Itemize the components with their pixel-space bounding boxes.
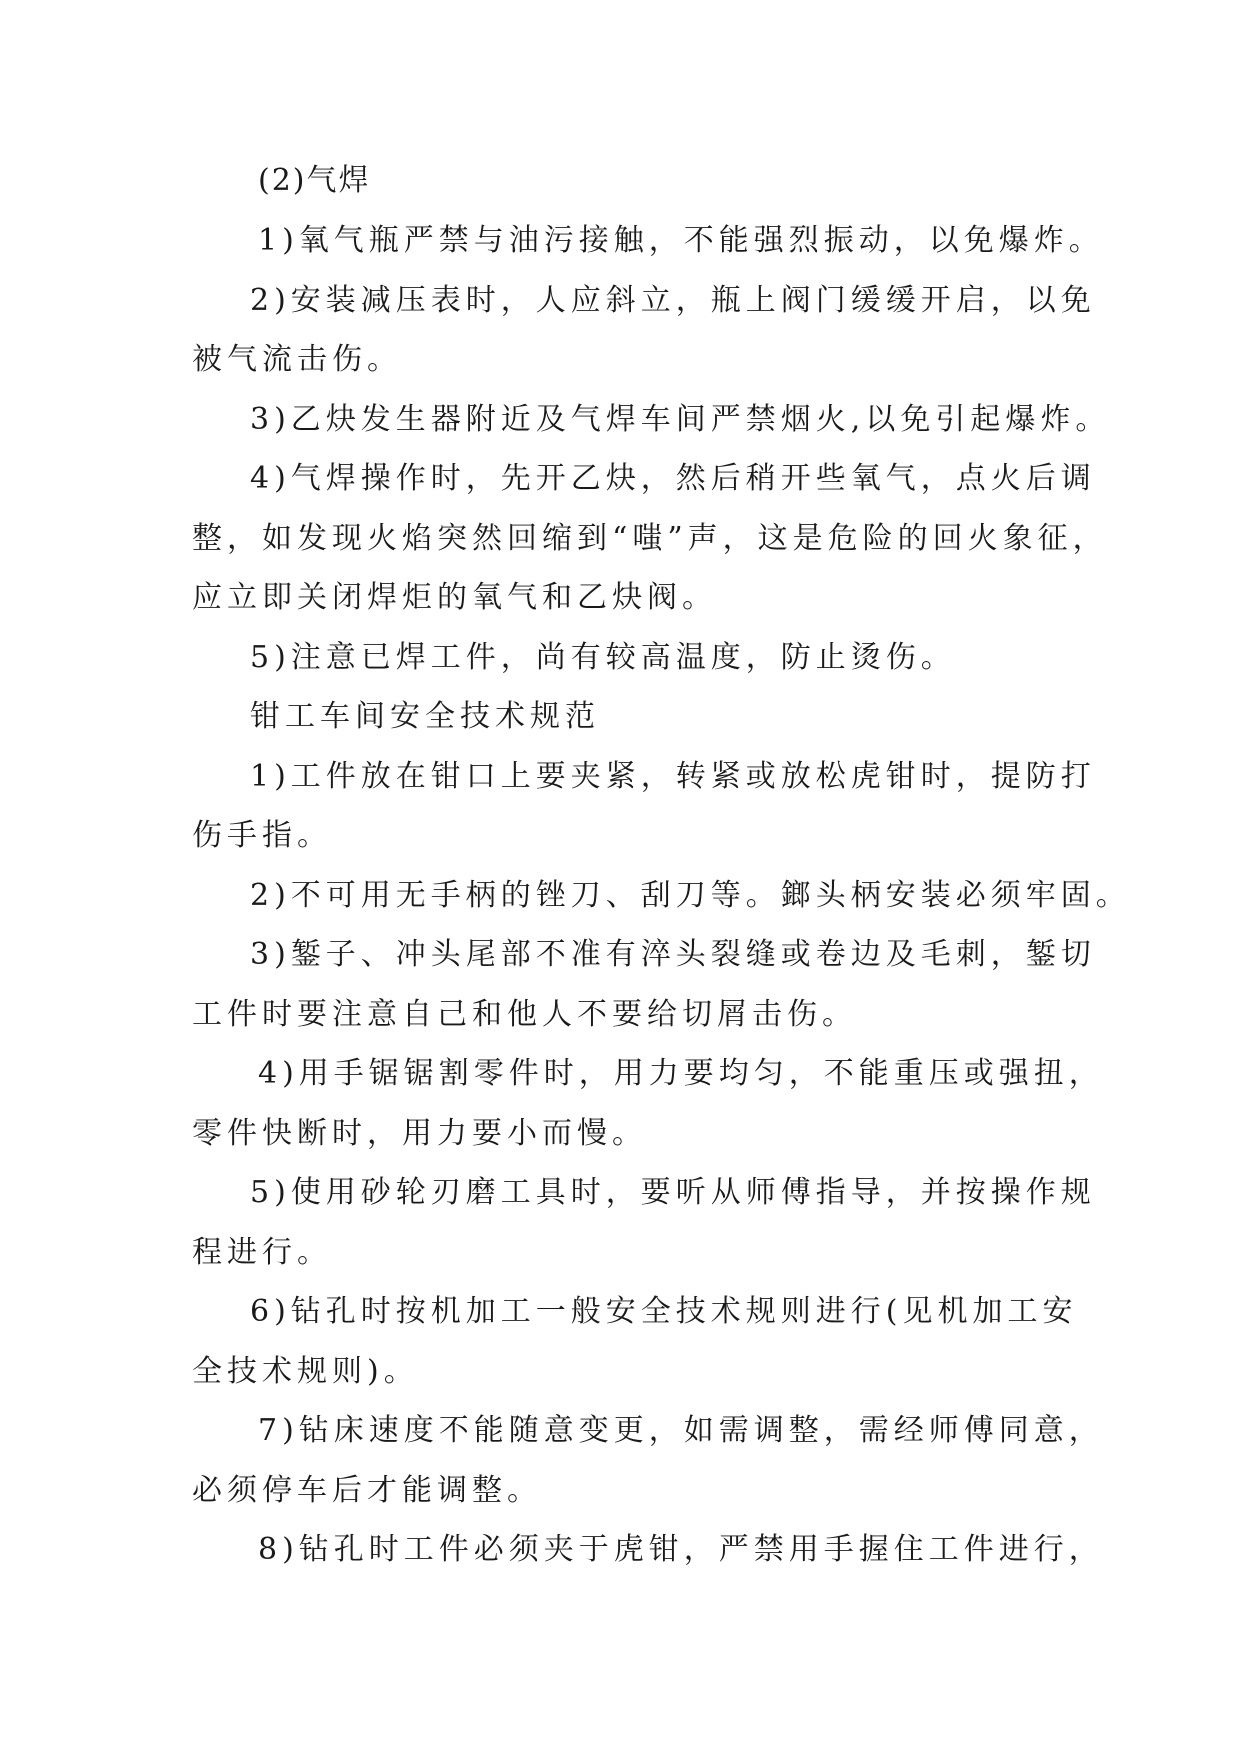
text-line: 7)钻床速度不能随意变更，如需调整，需经师傅同意， <box>258 1413 1104 1448</box>
text-line: 伤手指。 <box>192 818 332 853</box>
text-line: 2)不可用无手柄的锉刀、刮刀等。鎯头柄安装必须牢固。 <box>250 878 1131 913</box>
text-line: 1)工件放在钳口上要夹紧，转紧或放松虎钳时，提防打 <box>250 759 1096 794</box>
text-line: 1)氧气瓶严禁与油污接触，不能强烈振动，以免爆炸。 <box>258 223 1104 258</box>
text-line: 5)注意已焊工件，尚有较高温度，防止烫伤。 <box>250 640 956 675</box>
text-line: 6)钻孔时按机加工一般安全技术规则进行(见机加工安 <box>250 1294 1078 1329</box>
text-line: 整，如发现火焰突然回缩到“嗤”声，这是危险的回火象征， <box>192 521 1108 556</box>
text-line: 必须停车后才能调整。 <box>192 1473 542 1508</box>
text-line: 2)安装减压表时，人应斜立，瓶上阀门缓缓开启，以免 <box>250 283 1096 318</box>
text-line: 3)錾子、冲头尾部不准有淬头裂缝或卷边及毛刺，錾切 <box>250 937 1096 972</box>
text-line: 全技术规则)。 <box>192 1354 419 1389</box>
text-line: 被气流击伤。 <box>192 342 402 377</box>
text-line: 5)使用砂轮刃磨工具时，要听从师傅指导，并按操作规 <box>250 1175 1096 1210</box>
text-line: 工件时要注意自己和他人不要给切屑击伤。 <box>192 997 857 1032</box>
text-line: 4)气焊操作时，先开乙炔，然后稍开些氧气，点火后调 <box>250 461 1096 496</box>
section-heading-gas-welding: (2)气焊 <box>258 163 371 198</box>
section-heading-fitter-workshop: 钳工车间安全技术规范 <box>250 699 600 734</box>
text-line: 零件快断时，用力要小而慢。 <box>192 1116 647 1151</box>
text-line: 程进行。 <box>192 1235 332 1270</box>
text-line: 4)用手锯锯割零件时，用力要均匀，不能重压或强扭， <box>258 1056 1104 1091</box>
text-line: 应立即关闭焊炬的氧气和乙炔阀。 <box>192 580 717 615</box>
text-line: 8)钻孔时工件必须夹于虎钳，严禁用手握住工件进行， <box>258 1532 1104 1567</box>
text-line: 3)乙炔发生器附近及气焊车间严禁烟火,以免引起爆炸。 <box>250 402 1111 437</box>
